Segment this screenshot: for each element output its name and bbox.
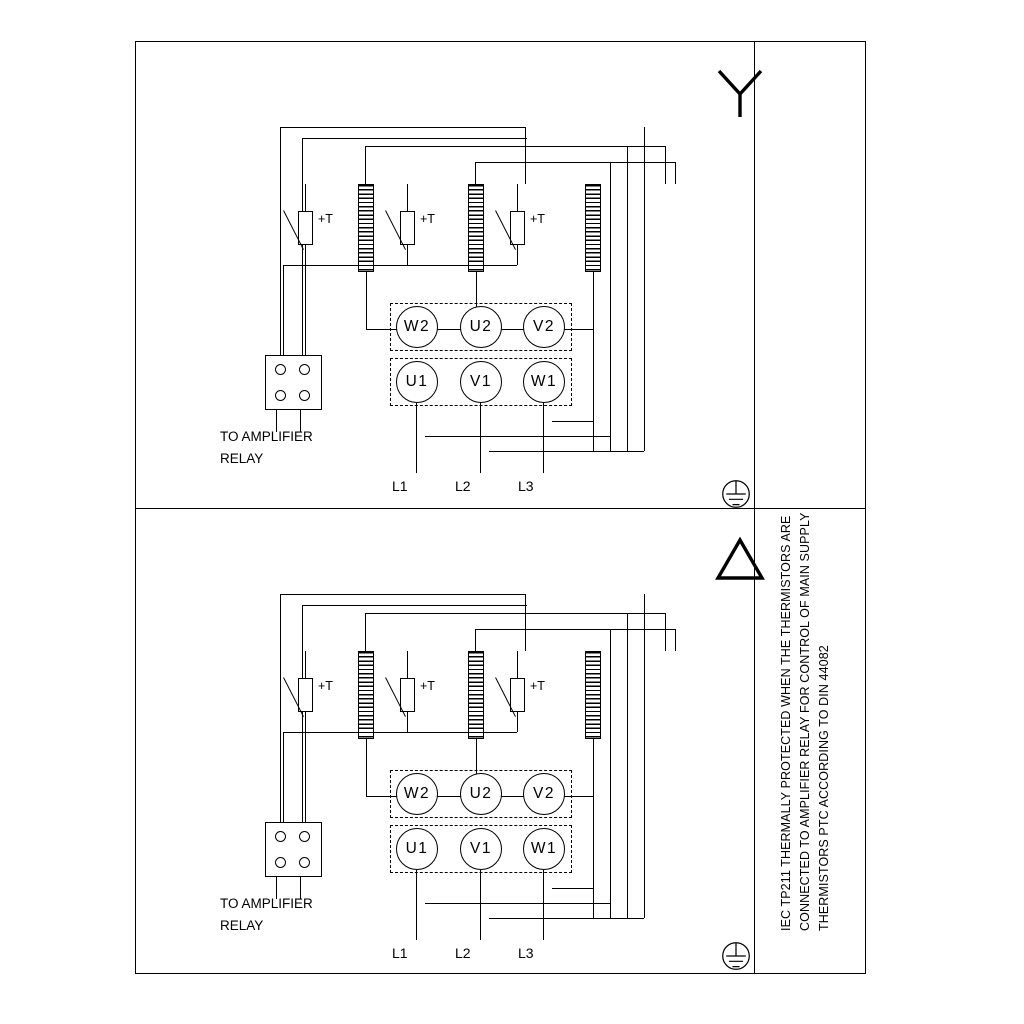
thermistor-label-2: +T (420, 679, 435, 693)
amplifier-relay-label-line1: TO AMPLIFIER (220, 429, 313, 444)
therm3-top-lead (517, 184, 518, 211)
thermistor-2 (400, 678, 415, 712)
earth-ground-symbol (713, 933, 759, 979)
thermistor-return-drop (283, 732, 284, 822)
return-line-3 (627, 613, 628, 918)
phase-label-l2: L2 (455, 478, 471, 494)
coil2-top-drop (475, 162, 476, 184)
coil3-alt-drop (675, 629, 676, 651)
return-bus-3 (552, 421, 593, 422)
note-column (754, 41, 866, 974)
thermistor-slash-icon (385, 677, 406, 717)
return-bus-1 (425, 903, 610, 904)
return-line-4 (644, 127, 645, 451)
panel-star-connection (135, 41, 754, 508)
connector-pin-1 (275, 364, 286, 375)
connector-pin-4 (299, 390, 310, 401)
wye-star-symbol (710, 61, 770, 121)
coil3-top-drop (665, 146, 666, 184)
bus-line-top-2 (365, 146, 665, 147)
bus-drop-1 (280, 594, 281, 834)
phase-lead-l3 (543, 403, 544, 473)
thermistor-label-3: +T (530, 212, 545, 226)
return-bus-1 (425, 436, 610, 437)
amplifier-relay-label-line1: TO AMPLIFIER (220, 896, 313, 911)
winding-coil-3 (585, 651, 601, 739)
phase-label-l2: L2 (455, 945, 471, 961)
return-bus-2 (489, 451, 644, 452)
thermistor-slash-icon (283, 677, 304, 717)
therm2-top-lead (407, 651, 408, 678)
amplifier-connector-block (265, 355, 322, 410)
therm2-bottom-lead (407, 245, 408, 265)
phase-lead-l1 (416, 870, 417, 940)
note-line-3: THERMISTORS PTC ACCORDING TO DIN 44082 (817, 645, 831, 931)
phase-label-l1: L1 (392, 478, 408, 494)
phase-lead-l2 (480, 870, 481, 940)
terminal-w2: W2 (396, 306, 438, 348)
coil1-bottom-lead (366, 272, 367, 329)
return-line-2 (610, 162, 611, 451)
return-line-1 (593, 796, 594, 918)
coil3-alt-drop (675, 162, 676, 184)
phase-label-l3: L3 (518, 945, 534, 961)
bus-drop-2 (302, 605, 303, 834)
therm3-bottom-lead (517, 712, 518, 732)
bus-line-top-2 (365, 613, 665, 614)
bus-line-top-1 (280, 594, 525, 595)
coil3-bottom-lead (593, 272, 594, 329)
return-bus-2 (489, 918, 644, 919)
panel-delta-connection (135, 508, 754, 975)
thermistor-1 (298, 678, 313, 712)
connector-pin-2 (299, 364, 310, 375)
terminal-v2: V2 (523, 306, 565, 348)
coil2-alt-drop (525, 127, 526, 184)
delta-triangle-symbol (710, 528, 770, 588)
amplifier-connector-block (265, 822, 322, 877)
bus-line-top-2b (302, 138, 527, 139)
thermistor-3 (510, 678, 525, 712)
connector-pin-2 (299, 831, 310, 842)
connector-pin-4 (299, 857, 310, 868)
therm3-top-lead (517, 651, 518, 678)
connector-pin-1 (275, 831, 286, 842)
terminal-u1: U1 (396, 361, 438, 403)
thermistor-return-bus (283, 732, 517, 733)
terminal-u2: U2 (460, 773, 502, 815)
bus-drop-2 (302, 138, 303, 367)
thermistor-return-drop (283, 265, 284, 355)
therm1-top-lead (305, 651, 306, 678)
connector-pin-3 (275, 857, 286, 868)
therm1-top-lead (305, 184, 306, 211)
therm1-bottom-lead (305, 245, 306, 355)
note-line-1: IEC TP211 THERMALLY PROTECTED WHEN THE THERMISTORS ARE (779, 515, 793, 931)
coil3-bottom-lead (593, 739, 594, 796)
therm2-bottom-lead (407, 712, 408, 732)
terminal-u1: U1 (396, 828, 438, 870)
coil3-top-drop (665, 613, 666, 651)
terminal-u2: U2 (460, 306, 502, 348)
phase-lead-l1 (416, 403, 417, 473)
return-line-1 (593, 329, 594, 451)
terminal-v2: V2 (523, 773, 565, 815)
terminal-w1: W1 (523, 828, 565, 870)
thermistor-1 (298, 211, 313, 245)
thermistor-3 (510, 211, 525, 245)
phase-lead-l2 (480, 403, 481, 473)
coil2-alt-drop (525, 594, 526, 651)
note-line-2: CONNECTED TO AMPLIFIER RELAY FOR CONTROL OF MAIN SUPPLY (798, 512, 812, 931)
thermistor-return-bus (283, 265, 517, 266)
terminal-w2: W2 (396, 773, 438, 815)
connector-contacts (273, 362, 316, 405)
therm2-top-lead (407, 184, 408, 211)
therm1-bottom-lead (305, 712, 306, 822)
coil1-top-drop (365, 146, 366, 184)
winding-coil-2 (468, 184, 484, 272)
terminal-v1: V1 (460, 828, 502, 870)
thermistor-label-1: +T (318, 679, 333, 693)
winding-coil-1 (358, 184, 374, 272)
winding-coil-1 (358, 651, 374, 739)
thermistor-label-3: +T (530, 679, 545, 693)
coil1-top-drop (365, 613, 366, 651)
thermistor-slash-icon (495, 210, 516, 250)
thermistor-slash-icon (283, 210, 304, 250)
bus-line-top-1 (280, 127, 525, 128)
connector-contacts (273, 829, 316, 872)
return-line-3 (627, 146, 628, 451)
bus-line-top-2b (302, 605, 527, 606)
return-line-4 (644, 594, 645, 918)
winding-coil-2 (468, 651, 484, 739)
coil2-top-drop (475, 629, 476, 651)
phase-label-l1: L1 (392, 945, 408, 961)
thermistor-2 (400, 211, 415, 245)
phase-label-l3: L3 (518, 478, 534, 494)
thermistor-slash-icon (495, 677, 516, 717)
bus-drop-1 (280, 127, 281, 367)
thermistor-slash-icon (385, 210, 406, 250)
amplifier-relay-label-line2: RELAY (220, 918, 264, 933)
terminal-w1: W1 (523, 361, 565, 403)
therm3-bottom-lead (517, 245, 518, 265)
return-line-2 (610, 629, 611, 918)
return-bus-3 (552, 888, 593, 889)
thermistor-label-2: +T (420, 212, 435, 226)
terminal-v1: V1 (460, 361, 502, 403)
amplifier-relay-label-line2: RELAY (220, 451, 264, 466)
winding-coil-3 (585, 184, 601, 272)
thermistor-label-1: +T (318, 212, 333, 226)
connector-pin-3 (275, 390, 286, 401)
coil1-bottom-lead (366, 739, 367, 796)
phase-lead-l3 (543, 870, 544, 940)
